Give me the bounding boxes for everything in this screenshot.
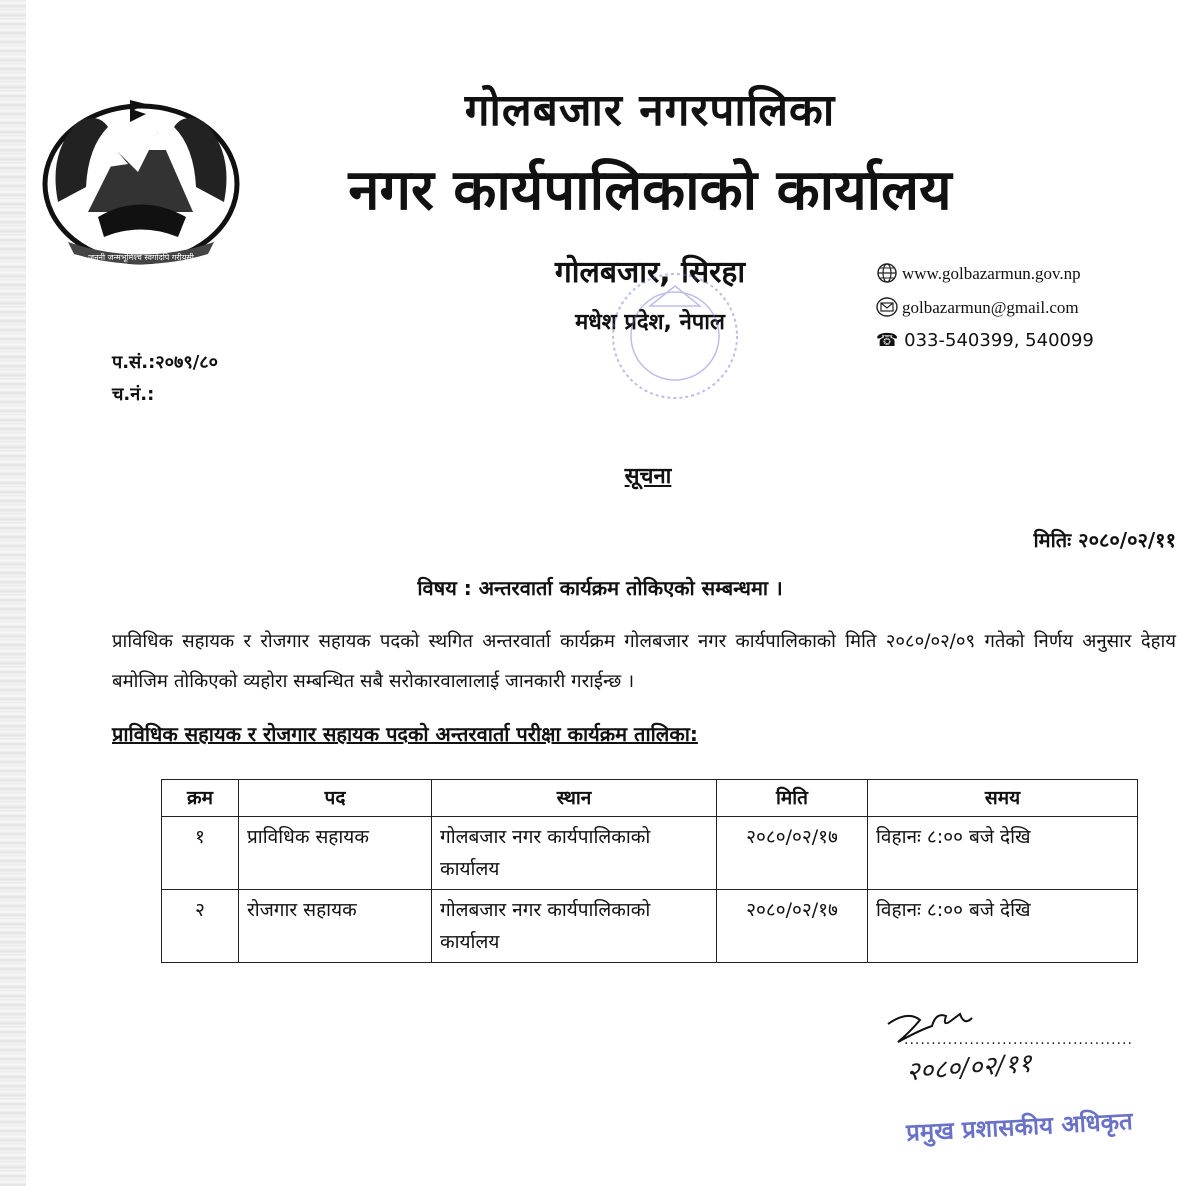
emblem-motto: जननी जन्मभूमिश्च स्वर्गादपि गरीयसी	[88, 253, 194, 262]
email-icon	[876, 296, 898, 318]
table-header-row	[162, 780, 1138, 817]
phone-icon: ☎	[876, 330, 899, 351]
notice-date: मितिः २०८०/०२/११	[1033, 528, 1176, 552]
notice-body: प्राविधिक सहायक र रोजगार सहायक पदको स्थगित अन्तरवार्ता कार्यक्रम गोलबजार नगर कार्यपालिकाको मिति २०८०/०२/०९ गतेको निर्णय अनुसार देहाय बमोजिम तोकिएको व्यहोरा सम्बन्धित सबै सरोकारवालालाई जानकारी गराईन्छ ।	[112, 631, 1176, 692]
cell-date: २०८०/०२/१७	[717, 890, 868, 963]
nepal-emblem-icon	[38, 92, 244, 270]
cell-time: विहानः ८:०० बजे देखि	[868, 817, 1138, 890]
designation-stamp: प्रमुख प्रशासकीय अधिकृत	[905, 1107, 1134, 1147]
cell-date: २०८०/०२/१७	[717, 817, 868, 890]
contact-email[interactable]	[876, 296, 1079, 318]
notice-subject: विषय : अन्तरवार्ता कार्यक्रम तोकिएको सम्बन्धमा ।	[417, 576, 783, 600]
dispatch-number: च.नं.:	[112, 384, 155, 405]
cell-serial: २	[162, 890, 239, 963]
table-row	[162, 890, 1138, 963]
cell-venue: गोलबजार नगर कार्यपालिकाको कार्यालय	[432, 890, 717, 963]
contact-website[interactable]	[876, 262, 1081, 284]
scan-edge	[0, 0, 26, 1186]
notice-title: सूचना	[624, 464, 672, 489]
office-stamp-icon	[580, 266, 770, 406]
globe-icon	[876, 262, 898, 284]
office-name: नगर कार्यपालिकाको कार्यालय	[348, 158, 952, 223]
phone-text: 033-540399, 540099	[904, 330, 1094, 351]
header-time: समय	[868, 780, 1138, 817]
website-text[interactable]: www.golbazarmun.gov.np	[902, 264, 1081, 283]
cell-post: रोजगार सहायक	[239, 890, 432, 963]
cell-serial: १	[162, 817, 239, 890]
contact-phone	[876, 330, 1094, 351]
signature-date: २०८०/०२/११	[905, 1048, 1033, 1088]
office-location: गोलबजार, सिरहा	[554, 255, 746, 290]
cell-time: विहानः ८:०० बजे देखि	[868, 890, 1138, 963]
signature-line: ..........................................	[904, 1032, 1133, 1048]
schedule-heading: प्राविधिक सहायक र रोजगार सहायक पदको अन्तरवार्ता परीक्षा कार्यक्रम तालिका:	[112, 722, 698, 746]
municipality-name: गोलबजार नगरपालिका	[464, 85, 836, 136]
cell-post: प्राविधिक सहायक	[239, 817, 432, 890]
header-serial: क्रम	[162, 780, 239, 817]
header-date: मिति	[717, 780, 868, 817]
header-venue: स्थान	[432, 780, 717, 817]
table-row	[162, 817, 1138, 890]
cell-venue: गोलबजार नगर कार्यपालिकाको कार्यालय	[432, 817, 717, 890]
email-text[interactable]: golbazarmun@gmail.com	[902, 298, 1079, 317]
interview-schedule-table	[161, 779, 1138, 963]
office-province: मधेश प्रदेश, नेपाल	[575, 310, 725, 335]
letter-number: प.सं.:२०७९/८०	[112, 352, 218, 373]
header-post: पद	[239, 780, 432, 817]
